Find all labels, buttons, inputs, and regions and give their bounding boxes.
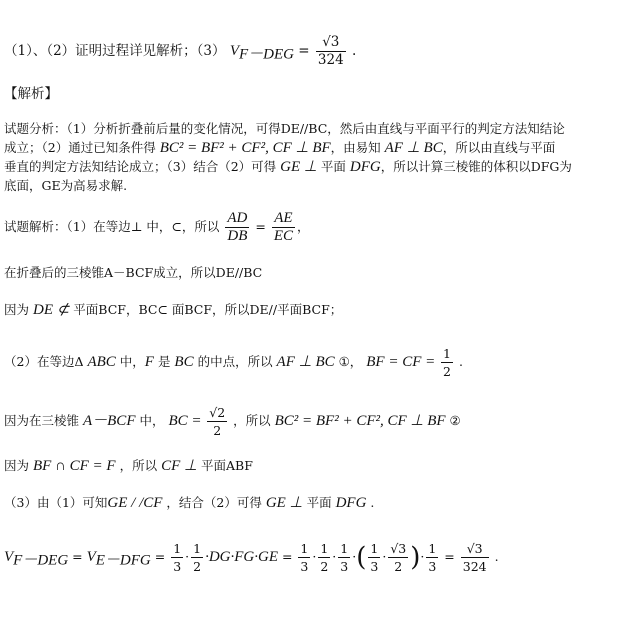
solution-line-6-text-a: 因为 bbox=[4, 458, 33, 473]
ge-parallel-cf: GE / /CF bbox=[107, 495, 163, 511]
analysis-line-2-text-c: ，所以由直线与平面 bbox=[442, 140, 556, 155]
right-paren: ) bbox=[410, 542, 421, 573]
af-perp-bc: AF ⊥ BC bbox=[276, 354, 335, 370]
analysis-line-2-text-a: 成立；（2）通过已知条件得 bbox=[4, 140, 160, 155]
fraction-sqrt2-over-2 bbox=[207, 404, 227, 439]
fraction-one-half bbox=[441, 345, 453, 380]
volume-eq-1: = bbox=[68, 549, 87, 564]
frac-1-3-b bbox=[298, 540, 310, 575]
solution-line-1-tail: ， bbox=[296, 219, 310, 234]
answer-denominator: 324 bbox=[317, 52, 344, 68]
volume-eq-3: = bbox=[277, 549, 297, 564]
fraction-one-half-num: 1 bbox=[443, 346, 451, 361]
solution-line-3-math: DE ⊄ bbox=[32, 302, 70, 318]
analysis-heading: 【解析】 bbox=[4, 86, 58, 102]
frac-1-2-a-num: 1 bbox=[193, 541, 202, 556]
frac-1-3-e bbox=[426, 540, 438, 575]
solution-line-3 bbox=[4, 299, 342, 321]
volume-result-den: 324 bbox=[462, 559, 487, 574]
frac-1-3-a-den: 3 bbox=[173, 559, 182, 574]
solution-line-4-text-d: 的中点，所以 bbox=[193, 354, 277, 369]
frac-1-3-c-den: 3 bbox=[340, 559, 349, 574]
answer-prefix: （1）、（2）证明过程详见解析；（3） bbox=[4, 43, 226, 59]
answer-equals: = bbox=[294, 43, 314, 59]
solution-line-6-text-c: 平面ABF bbox=[197, 458, 253, 473]
volume-eq-4: = bbox=[440, 549, 459, 564]
segment-bc: BC bbox=[174, 354, 194, 370]
frac-1-3-a bbox=[171, 540, 183, 575]
solution-line-7 bbox=[4, 492, 374, 514]
solution-line-5-text-d: ② bbox=[445, 413, 461, 428]
volume-tail: . bbox=[490, 549, 499, 564]
analysis-line-1: 试题分析：（1）分析折叠前后量的变化情况，可得DE//BC，然后由直线与平面平行的判定方法知结论 bbox=[4, 121, 565, 136]
volume-f-deg: V bbox=[4, 549, 14, 565]
solution-line-4-text-e: ①， bbox=[334, 354, 367, 369]
frac-1-2-b-den: 2 bbox=[320, 559, 329, 574]
frac-1-2-a-den: 2 bbox=[193, 559, 202, 574]
solution-line-3-text-a: 因为 bbox=[4, 302, 33, 317]
frac-1-3-d bbox=[368, 540, 380, 575]
solution-line-2: 在折叠后的三棱锥A－BCF成立，所以DE//BC bbox=[4, 265, 263, 280]
volume-f-deg-sub: F－DEG bbox=[13, 552, 69, 569]
solution-line-7-text-a: （3）由（1）可知 bbox=[4, 495, 108, 510]
frac-sqrt3-2 bbox=[388, 540, 408, 575]
solution-line-1-equals: = bbox=[251, 219, 270, 234]
frac-1-3-b-den: 3 bbox=[300, 559, 309, 574]
solution-line-1-text: 试题解析：（1）在等边⊥ 中，⊂，所以 bbox=[4, 219, 220, 234]
cf-perp: CF ⊥ bbox=[161, 458, 198, 474]
fraction-sqrt2-den: 2 bbox=[213, 423, 222, 438]
frac-1-3-c-num: 1 bbox=[340, 541, 349, 556]
analysis-line-3-math-a: GE ⊥ bbox=[280, 159, 317, 175]
fraction-ad-db-num: AD bbox=[227, 210, 248, 226]
fraction-ae-ec-den: EC bbox=[273, 228, 293, 244]
solution-line-5 bbox=[4, 404, 461, 439]
frac-1-2-b bbox=[318, 540, 330, 575]
solution-line-5-text-b: 中， bbox=[135, 413, 169, 428]
frac-1-3-c bbox=[338, 540, 350, 575]
analysis-line-2-math-a: BC² = BF² + CF², CF ⊥ BF bbox=[159, 140, 331, 156]
solution-line-7-text-d: . bbox=[366, 495, 375, 510]
frac-sqrt3-2-num: √3 bbox=[390, 541, 407, 556]
volume-result-num: √3 bbox=[461, 540, 489, 558]
left-paren: ( bbox=[356, 542, 367, 573]
fraction-ad-db bbox=[225, 210, 249, 245]
solution-line-5-text-c: ，所以 bbox=[229, 413, 275, 428]
analysis-line-3-text-a: 垂直的判定方法知结论成立；（3）结合（2）可得 bbox=[4, 159, 281, 174]
frac-sqrt3-2-den: 2 bbox=[394, 559, 403, 574]
frac-1-2-b-num: 1 bbox=[320, 541, 329, 556]
solution-line-4-text-a: （2）在等边Δ bbox=[4, 354, 88, 369]
solution-line-4-text-b: 中， bbox=[115, 354, 145, 369]
tetrahedron-a-bcf: A－BCF bbox=[82, 413, 136, 429]
analysis-line-4: 底面，GE为高易求解. bbox=[4, 178, 128, 193]
frac-1-2-a bbox=[191, 540, 203, 575]
frac-1-3-d-num: 1 bbox=[370, 541, 379, 556]
solution-line-4-tail: . bbox=[454, 354, 463, 369]
fraction-ad-db-den: DB bbox=[227, 228, 248, 244]
solution-line-1 bbox=[4, 210, 310, 245]
bf-equals-cf: BF = CF = bbox=[366, 354, 440, 370]
bc-equals: BC = bbox=[168, 413, 206, 429]
fraction-one-half-den: 2 bbox=[443, 364, 451, 379]
answer-period: . bbox=[351, 43, 357, 59]
triangle-abc: ABC bbox=[87, 354, 116, 370]
frac-1-3-d-den: 3 bbox=[370, 559, 379, 574]
answer-line bbox=[4, 34, 356, 69]
volume-product-terms: ·DG·FG·GE bbox=[205, 549, 278, 565]
frac-1-3-e-num: 1 bbox=[428, 541, 437, 556]
solution-line-7-text-b: ，结合（2）可得 bbox=[162, 495, 266, 510]
pythagoras-relation: BC² = BF² + CF², CF ⊥ BF bbox=[274, 413, 446, 429]
plane-dfg: DFG bbox=[335, 495, 367, 511]
solution-line-3-text-b: 平面BCF，BC⊂ 面BCF，所以DE//平面BCF； bbox=[69, 302, 343, 317]
point-f: F bbox=[144, 354, 154, 370]
analysis-line-2-math-b: AF ⊥ BC bbox=[384, 140, 443, 156]
analysis-line-2-text-b: ，由易知 bbox=[330, 140, 385, 155]
fraction-ae-ec-num: AE bbox=[272, 210, 295, 228]
solution-line-7-text-c: 平面 bbox=[302, 495, 336, 510]
volume-e-dfg-sub: E－DFG bbox=[95, 552, 151, 569]
solution-line-5-text-a: 因为在三棱锥 bbox=[4, 413, 83, 428]
fraction-sqrt2-num: √2 bbox=[209, 405, 226, 420]
volume-result-fraction bbox=[461, 540, 489, 575]
answer-volume-subscript: F－DEG bbox=[239, 46, 294, 63]
solution-line-6-text-b: ，所以 bbox=[115, 458, 162, 473]
answer-fraction bbox=[316, 34, 346, 69]
analysis-line-3-text-c: ，所以计算三棱锥的体积以DFG为 bbox=[380, 159, 572, 174]
fraction-ae-ec bbox=[272, 210, 295, 245]
solution-line-4-text-c: 是 bbox=[153, 354, 175, 369]
solution-line-6 bbox=[4, 455, 253, 477]
volume-e-dfg: V bbox=[86, 549, 96, 565]
analysis-line-3-math-b: DFG bbox=[349, 159, 381, 175]
volume-eq-2: = bbox=[150, 549, 170, 564]
bf-cap-cf: BF ∩ CF = F bbox=[32, 458, 116, 474]
ge-perp: GE ⊥ bbox=[265, 495, 303, 511]
volume-equation: $V_{F-DEG} = V_{E-DFG}$ = $\frac{1}{3}$ · $\frac{1}{2}$ ·DG·FG·GE = $\frac{1}{3}$ · $\frac{1}{2}$ · $\frac{1}{3}$ ·( $\frac{1}{3}$ · $\frac{√3}{2}$ )· $\frac{1}{3}$ = $\frac{√3}{324}$ . bbox=[4, 541, 499, 574]
answer-volume-symbol: V bbox=[229, 43, 239, 59]
frac-1-3-e-den: 3 bbox=[428, 559, 437, 574]
answer-numerator: √3 bbox=[316, 34, 346, 52]
analysis-line-3-text-b: 平面 bbox=[316, 159, 350, 174]
frac-1-3-b-num: 1 bbox=[300, 541, 309, 556]
frac-1-3-a-num: 1 bbox=[173, 541, 182, 556]
solution-line-4 bbox=[4, 345, 463, 380]
